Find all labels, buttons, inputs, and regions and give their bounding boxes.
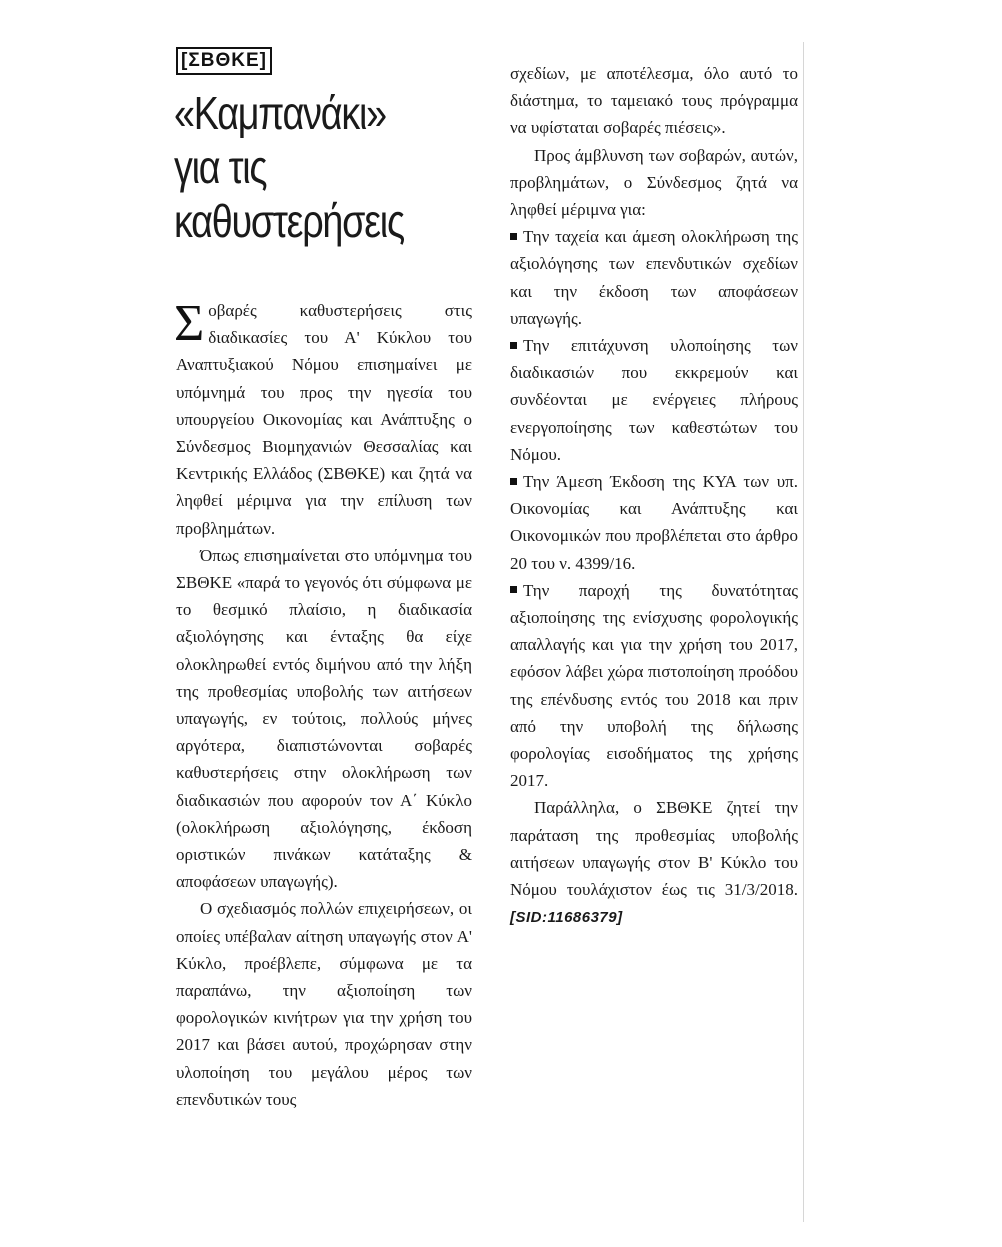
bullet-square-icon: [510, 233, 517, 240]
headline-line-3: καθυστερήσεις: [174, 195, 404, 247]
drop-cap: Σ: [174, 295, 205, 352]
bullet-item: Την παροχή της δυνατότητας αξιοποίησης της ενίσχυσης φορολογικής απαλλαγής και για την χρήση του 2017, εφόσον λάβει χώρα πιστοποίηση προόδου της επένδυσης εντός του 2018 και πριν από την υποβολή της δήλωσης φορολογίας εισοδήματος της χρήσης 2017.: [510, 580, 798, 791]
bullet-item: Την Άμεση Έκδοση της ΚΥΑ των υπ. Οικονομίας και Ανάπτυξης και Οικονομικών που προβλέπεται στο άρθρο 20 του ν. 4399/16.: [510, 472, 798, 573]
headline-line-1: «Καμπανάκι»: [174, 87, 386, 139]
bullet-square-icon: [510, 586, 517, 593]
headline-line-2: για τις: [174, 141, 267, 193]
bullet-square-icon: [510, 342, 517, 349]
right-column: [510, 60, 798, 932]
section-tag: [ΣΒΘΚΕ]: [176, 47, 272, 75]
paragraph-intro: [176, 297, 472, 542]
paragraph-intro-text: οβαρές καθυστερήσεις στις διαδικασίες του Α' Κύκλου του Αναπτυξιακού Νόμου επισημαίνει με υπόμνημά του προς την ηγεσία του υπουργείου Οικονομίας και Ανάπτυξης ο Σύνδεσμος Βιομηχανιών Θεσσαλίας και Κεντρικής Ελλάδος (ΣΒΘΚΕ) και ζητά να ληφθεί μέριμνα για την επίλυση των προβλημάτων.: [176, 301, 472, 538]
paragraph-quote: Όπως επισημαίνεται στο υπόμνημα του ΣΒΘΚΕ «παρά το γεγονός ότι σύμφωνα με το θεσμικό πλαίσιο, η διαδικασία αξιολόγησης και ένταξης θα είχε ολοκληρωθεί εντός διμήνου από την λήξη της προθεσμίας υποβολής των αιτήσεων υπαγωγής, εν τούτοις, πολλούς μήνες αργότερα, διαπιστώνονται σοβαρές καθυστερήσεις στην ολοκλήρωση των διαδικασιών που αφορούν τον Α΄ Κύκλο (ολοκλήρωση αξιολόγησης, έκδοση οριστικών πινάκων κατάταξης & αποφάσεων υπαγωγής).: [176, 545, 472, 892]
bullet-item: Την ταχεία και άμεση ολοκλήρωση της αξιολόγησης των επενδυτικών σχεδίων και την έκδοση των αποφάσεων υπαγωγής.: [510, 227, 798, 328]
paragraph-continuation: σχεδίων, με αποτέλεσμα, όλο αυτό το διάστημα, το ταμειακό τους πρόγραμμα να υφίσταται σοβαρές πιέσεις».: [510, 64, 798, 138]
left-column: [176, 297, 472, 1113]
bullet-item: Την επιτάχυνση υλοποίησης των διαδικασιών που εκκρεμούν και συνδέονται με ενέργειες πλήρους ενεργοποίησης των καθεστώτων του Νόμου.: [510, 336, 798, 464]
bullet-square-icon: [510, 478, 517, 485]
paragraph-planning: Ο σχεδιασμός πολλών επιχειρήσεων, οι οποίες υπέβαλαν αίτηση υπαγωγής στον Α' Κύκλο, προέβλεπε, σύμφωνα με τα παραπάνω, την αξιοποίηση των φορολογικών κινήτρων για την χρήση του 2017 και βάσει αυτού, προχώρησαν στην υλοποίηση του μεγάλου μέρος των επενδυτικών τους: [176, 899, 472, 1109]
headline: [174, 86, 494, 248]
paragraph-requests-intro: Προς άμβλυνση των σοβαρών, αυτών, προβλημάτων, ο Σύνδεσμος ζητά να ληφθεί μέριμνα για:: [510, 145, 798, 220]
sid-reference: [SID:11686379]: [510, 909, 623, 927]
column-divider: [803, 42, 804, 1222]
paragraph-closing: Παράλληλα, ο ΣΒΘΚΕ ζητεί την παράταση της προθεσμίας υποβολής αιτήσεων υπαγωγής στον Β' Κύκλο του Νόμου τουλάχιστον έως τις 31/3/2018. [SID:11686379]: [510, 798, 798, 927]
